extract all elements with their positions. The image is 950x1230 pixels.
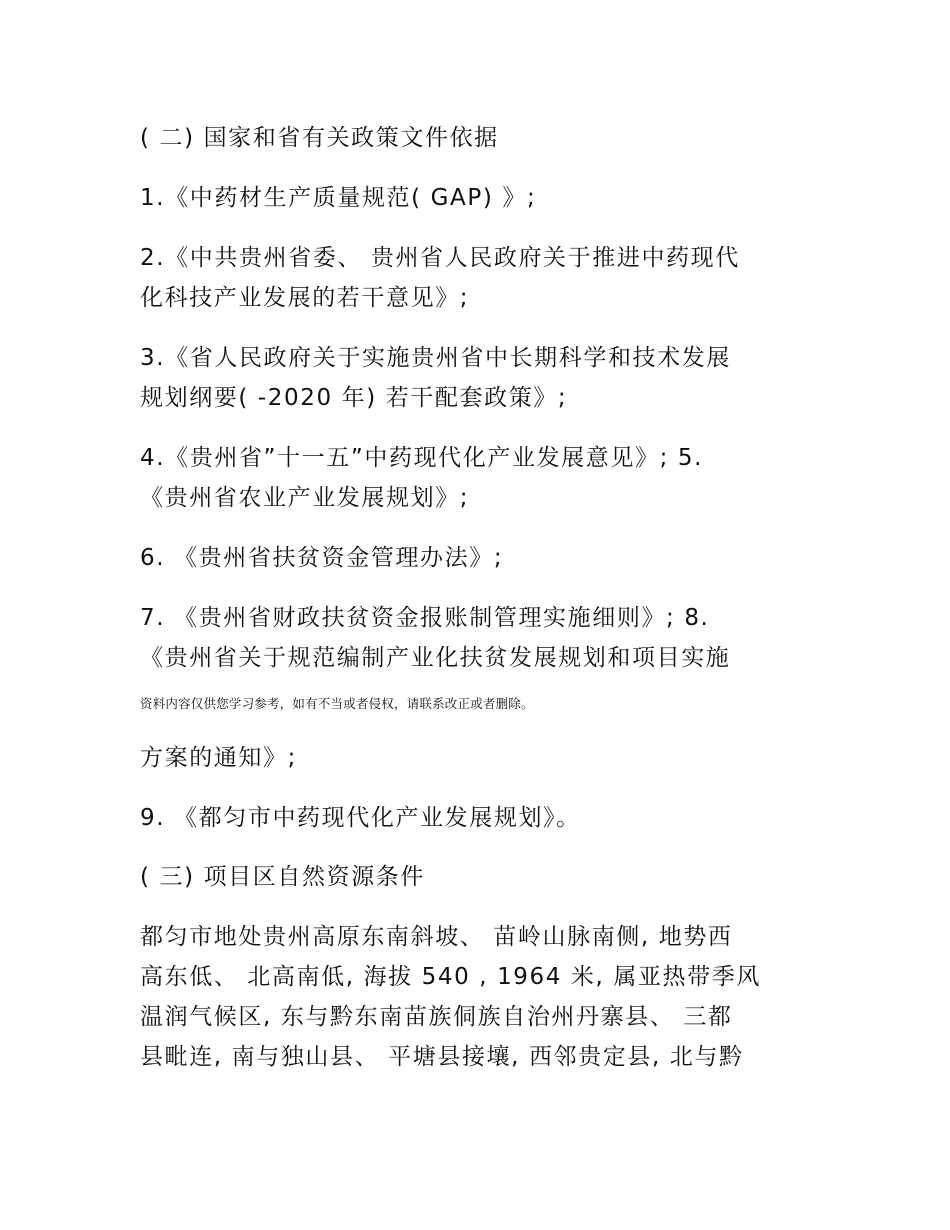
section-heading-natural-resources: ( 三) 项目区自然资源条件	[140, 864, 425, 890]
paragraph-line-4: 县毗连, 南与独山县、 平塘县接壤, 西邻贵定县, 北与黔	[140, 1044, 744, 1070]
policy-item-8-line-2: 方案的通知》;	[140, 745, 297, 771]
policy-item-5: 《贵州省农业产业发展规划》;	[140, 485, 470, 511]
policy-item-3-line-2: 规划纲要( -2020 年) 若干配套政策》;	[140, 385, 568, 411]
paragraph-line-2: 高东低、 北高南低, 海拔 540 , 1964 米, 属亚热带季风	[140, 964, 761, 990]
policy-item-1: 1.《中药材生产质量规范( GAP) 》;	[140, 185, 537, 211]
policy-item-2-line-1: 2.《中共贵州省委、 贵州省人民政府关于推进中药现代	[140, 245, 740, 271]
paragraph-line-3: 温润气候区, 东与黔东南苗族侗族自治州丹寨县、 三都	[140, 1004, 733, 1030]
footer-disclaimer: 资料内容仅供您学习参考，如有不当或者侵权，请联系改正或者删除。	[140, 696, 534, 711]
policy-item-4-line-1: 4.《贵州省”十一五”中药现代化产业发展意见》; 5.	[140, 445, 703, 471]
policy-item-8-line-1: 《贵州省关于规范编制产业化扶贫发展规划和项目实施	[140, 645, 731, 671]
policy-item-6: 6. 《贵州省扶贫资金管理办法》;	[140, 545, 504, 571]
policy-item-9: 9. 《都匀市中药现代化产业发展规划》。	[140, 805, 581, 831]
section-heading-policy-basis: ( 二) 国家和省有关政策文件依据	[140, 125, 499, 151]
policy-item-7-line-1: 7. 《贵州省财政扶贫资金报账制管理实施细则》; 8.	[140, 605, 710, 631]
policy-item-2-line-2: 化科技产业发展的若干意见》;	[140, 285, 470, 311]
paragraph-line-1: 都匀市地处贵州高原东南斜坡、 苗岭山脉南侧, 地势西	[140, 924, 733, 950]
policy-item-3-line-1: 3.《省人民政府关于实施贵州省中长期科学和技术发展	[140, 345, 731, 371]
